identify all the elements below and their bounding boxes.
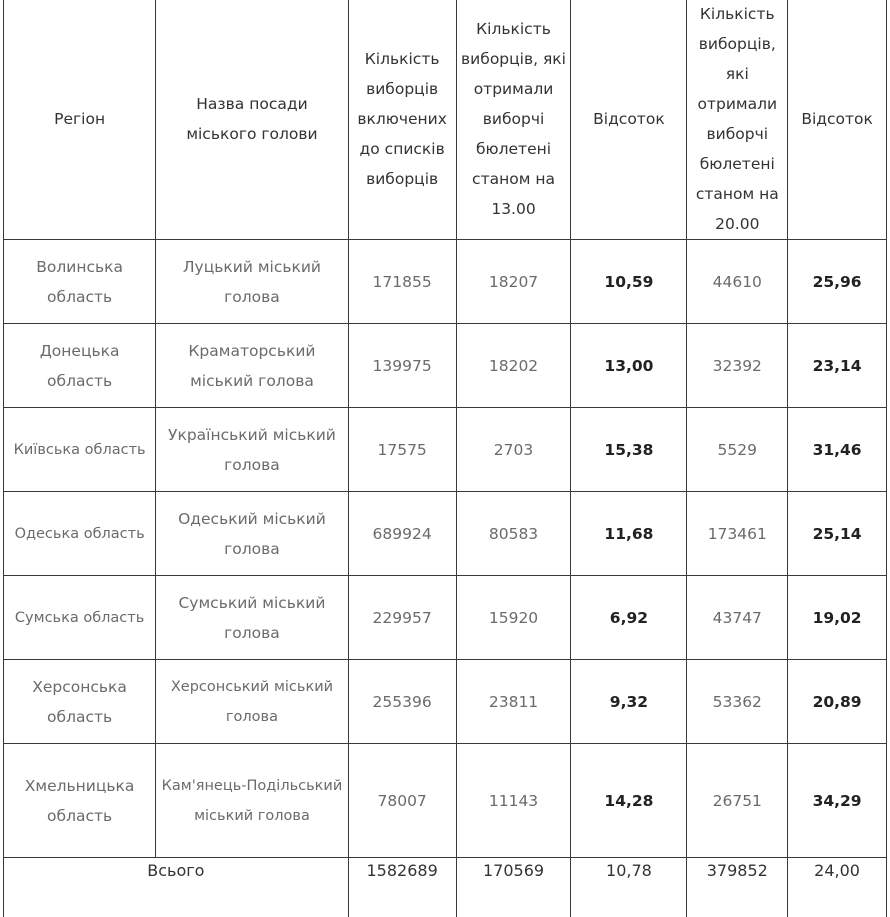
cell-voters: 78007 [348, 744, 456, 858]
cell-pct-20: 34,29 [788, 744, 887, 858]
cell-pct-13: 14,28 [571, 744, 687, 858]
cell-ballots-20: 43747 [687, 576, 788, 660]
cell-ballots-20: 5529 [687, 408, 788, 492]
cell-ballots-20: 44610 [687, 240, 788, 324]
cell-pct-13: 10,59 [571, 240, 687, 324]
cell-post: Кам'янець-Подільський міський голова [156, 744, 349, 858]
cell-post: Краматорський міський голова [156, 324, 349, 408]
cell-pct-13: 6,92 [571, 576, 687, 660]
cell-post: Сумський міський голова [156, 576, 349, 660]
cell-pct-20: 19,02 [788, 576, 887, 660]
cell-region: Сумська область [4, 576, 156, 660]
cell-pct-20: 25,14 [788, 492, 887, 576]
cell-voters: 255396 [348, 660, 456, 744]
cell-ballots-13: 23811 [456, 660, 571, 744]
table-row [4, 744, 887, 858]
cell-voters: 17575 [348, 408, 456, 492]
cell-pct-20: 31,46 [788, 408, 887, 492]
cell-pct-13: 15,38 [571, 408, 687, 492]
header-post: Назва посади міського голови [156, 0, 349, 240]
header-pct-13: Відсоток [571, 0, 687, 240]
cell-region: Херсонська область [4, 660, 156, 744]
cell-voters: 139975 [348, 324, 456, 408]
total-pct-13: 10,78 [571, 858, 687, 917]
total-ballots-13: 170569 [456, 858, 571, 917]
cell-post: Луцький міський голова [156, 240, 349, 324]
total-ballots-20: 379852 [687, 858, 788, 917]
cell-ballots-13: 18202 [456, 324, 571, 408]
cell-post: Херсонський міський голова [156, 660, 349, 744]
cell-voters: 689924 [348, 492, 456, 576]
cell-ballots-20: 26751 [687, 744, 788, 858]
header-pct-20: Відсоток [788, 0, 887, 240]
table-row [4, 576, 887, 660]
cell-ballots-20: 32392 [687, 324, 788, 408]
table-row [4, 492, 887, 576]
cell-voters: 171855 [348, 240, 456, 324]
cell-region: Одеська область [4, 492, 156, 576]
cell-ballots-13: 80583 [456, 492, 571, 576]
cell-region: Київська область [4, 408, 156, 492]
cell-voters: 229957 [348, 576, 456, 660]
header-row [4, 0, 887, 240]
total-voters: 1582689 [348, 858, 456, 917]
cell-ballots-13: 18207 [456, 240, 571, 324]
cell-pct-20: 25,96 [788, 240, 887, 324]
cell-region: Хмельницька область [4, 744, 156, 858]
cell-post: Український міський голова [156, 408, 349, 492]
table-row [4, 408, 887, 492]
cell-pct-20: 20,89 [788, 660, 887, 744]
cell-pct-20: 23,14 [788, 324, 887, 408]
cell-post: Одеський міський голова [156, 492, 349, 576]
total-row [4, 858, 887, 917]
cell-ballots-13: 11143 [456, 744, 571, 858]
table-row [4, 324, 887, 408]
header-ballots-13: Кількість виборців, які отримали виборчі бюлетені станом на 13.00 [456, 0, 571, 240]
table-row [4, 660, 887, 744]
total-pct-20: 24,00 [788, 858, 887, 917]
cell-ballots-13: 2703 [456, 408, 571, 492]
table-row [4, 240, 887, 324]
cell-pct-13: 9,32 [571, 660, 687, 744]
turnout-table [3, 0, 887, 917]
header-voters: Кількість виборців включених до списків виборців [348, 0, 456, 240]
cell-ballots-20: 53362 [687, 660, 788, 744]
header-ballots-20: Кількість виборців, які отримали виборчі бюлетені станом на 20.00 [687, 0, 788, 240]
cell-region: Донецька область [4, 324, 156, 408]
cell-ballots-20: 173461 [687, 492, 788, 576]
cell-region: Волинська область [4, 240, 156, 324]
header-region: Регіон [4, 0, 156, 240]
total-label: Всього [4, 858, 349, 917]
cell-pct-13: 11,68 [571, 492, 687, 576]
cell-ballots-13: 15920 [456, 576, 571, 660]
cell-pct-13: 13,00 [571, 324, 687, 408]
